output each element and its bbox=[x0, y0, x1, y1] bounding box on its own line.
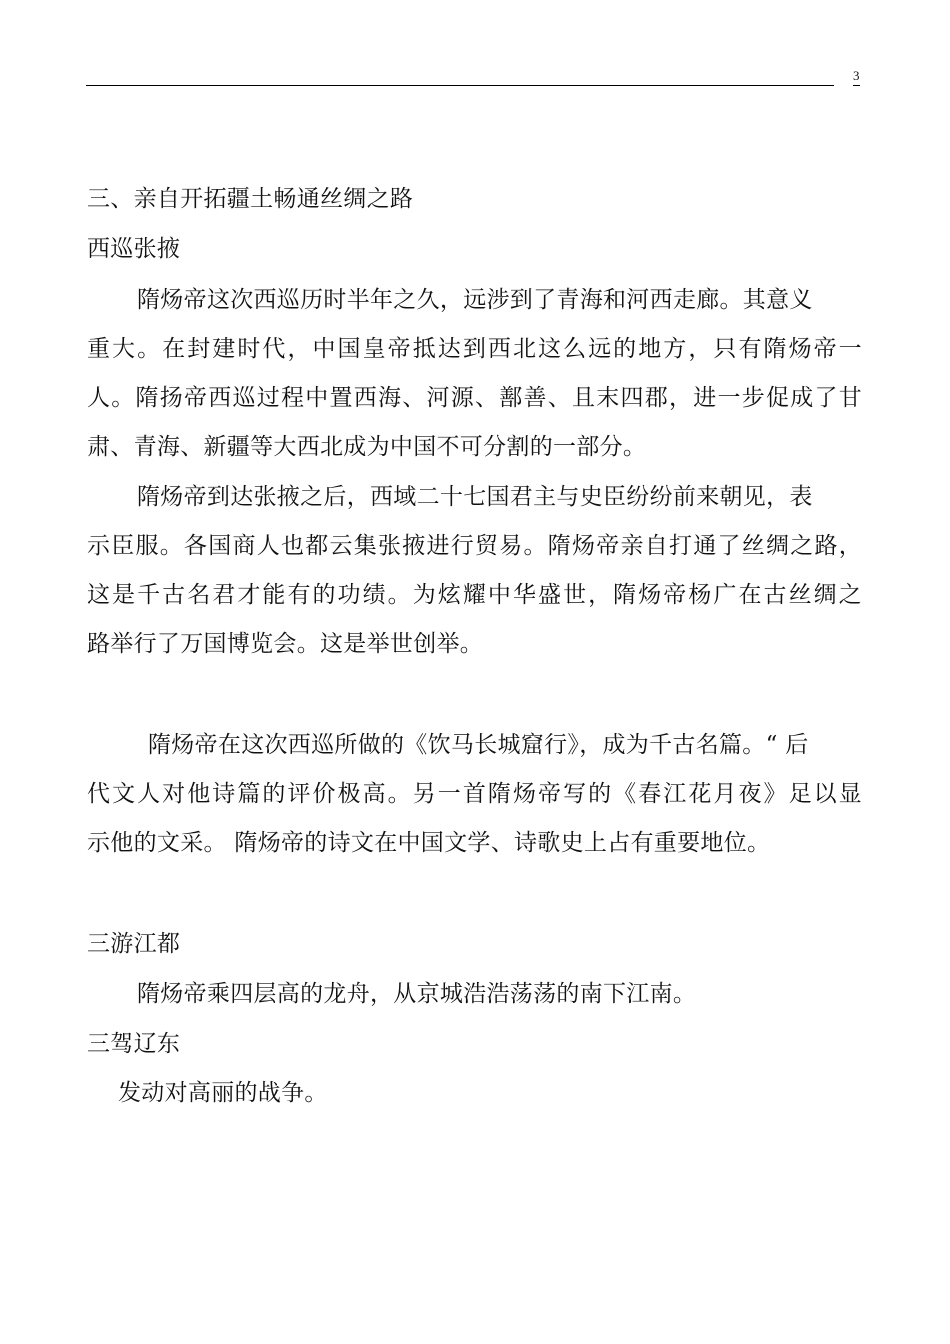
paragraph-line-text: 重大。在封建时代，中国皇帝抵达到西北这么远的地方，只有隋炀帝一 bbox=[87, 336, 862, 362]
paragraph-line bbox=[87, 779, 862, 809]
paragraph-line: 示他的文采。 隋炀帝的诗文在中国文学、诗歌史上占有重要地位。 bbox=[87, 830, 771, 856]
paragraph-line-text: 代文人对他诗篇的评价极高。另一首隋炀帝写的《春江花月夜》足以显 bbox=[87, 781, 862, 807]
paragraph-line: 隋炀帝乘四层高的龙舟，从京城浩浩荡荡的南下江南。 bbox=[137, 981, 697, 1007]
paragraph-line: 肃、青海、新疆等大西北成为中国不可分割的一部分。 bbox=[87, 434, 647, 460]
paragraph-line bbox=[87, 580, 862, 610]
subheading-liaodong: 三驾辽东 bbox=[87, 1031, 181, 1057]
paragraph-line: 发动对高丽的战争。 bbox=[118, 1080, 328, 1106]
subheading-west-tour: 西巡张掖 bbox=[87, 236, 181, 262]
paragraph-line-text: 人。隋扬帝西巡过程中置西海、河源、鄯善、且末四郡，进一步促成了甘 bbox=[87, 385, 862, 411]
paragraph-line: 隋炀帝在这次西巡所做的《饮马长城窟行》，成为千古名篇。“ 后 bbox=[148, 732, 809, 758]
page-number: 3 bbox=[853, 68, 860, 86]
paragraph-line: 路举行了万国博览会。这是举世创举。 bbox=[87, 631, 484, 657]
header-rule bbox=[86, 85, 834, 86]
paragraph-line bbox=[87, 334, 862, 364]
paragraph-line bbox=[87, 383, 862, 413]
paragraph-line-text: 示臣服。各国商人也都云集张掖进行贸易。隋炀帝亲自打通了丝绸之路， bbox=[87, 533, 862, 559]
paragraph-line: 隋炀帝到达张掖之后，西域二十七国君主与史臣纷纷前来朝见，表 bbox=[137, 484, 813, 510]
section-heading: 三、亲自开拓疆土畅通丝绸之路 bbox=[87, 186, 414, 212]
paragraph-line bbox=[87, 531, 862, 561]
subheading-jiangdu: 三游江都 bbox=[87, 931, 181, 957]
paragraph-line-text: 这是千古名君才能有的功绩。为炫耀中华盛世，隋炀帝杨广在古丝绸之 bbox=[87, 582, 862, 608]
paragraph-line: 隋炀帝这次西巡历时半年之久，远涉到了青海和河西走廊。其意义 bbox=[137, 287, 813, 313]
